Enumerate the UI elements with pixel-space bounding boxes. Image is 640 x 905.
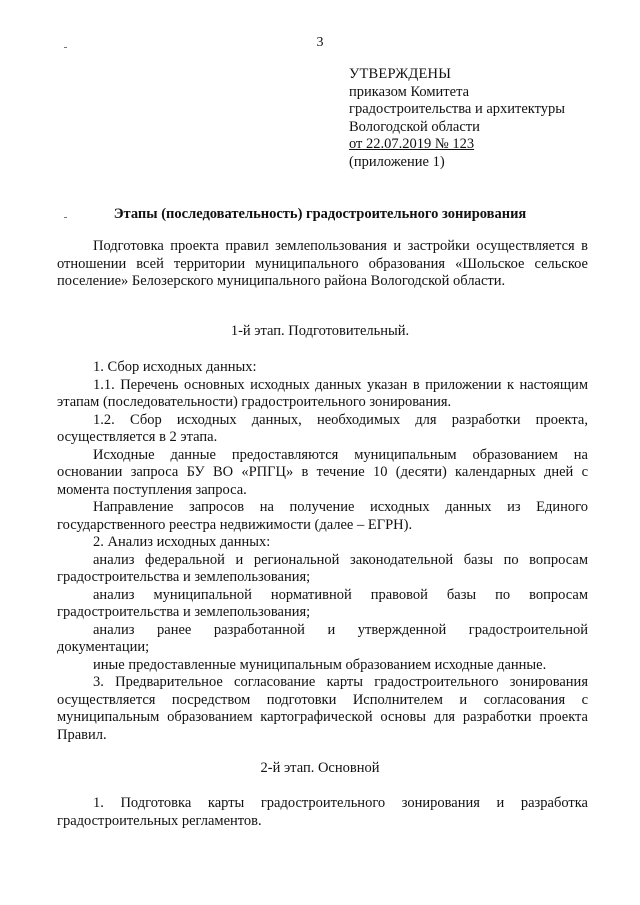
stage2-section xyxy=(57,795,588,830)
stage1-section xyxy=(57,359,588,744)
intro-paragraph: Подготовка проекта правил землепользования и застройки осуществляется в отношении всей территории муниципального образования «Шольское сельское поселение» Белозерского муниципального района Вологодской области. xyxy=(57,238,588,289)
approval-appendix: (приложение 1) xyxy=(349,153,445,170)
approval-line: Вологодской области xyxy=(349,118,480,135)
stage1-paragraph: 1. Сбор исходных данных: xyxy=(93,359,257,375)
intro-section xyxy=(57,238,588,291)
stage1-paragraph: 1.2. Сбор исходных данных, необходимых для разработки проекта, осуществляется в 2 этапа. xyxy=(57,411,588,445)
stage2-paragraph: 1. Подготовка карты градостроительного зонирования и разработка градостроительных регламентов. xyxy=(57,795,588,829)
document-heading: Этапы (последовательность) градостроительного зонирования xyxy=(113,206,527,222)
stage1-title: 1-й этап. Подготовительный. xyxy=(230,323,410,339)
stage1-paragraph: Направление запросов на получение исходных данных из Единого государственного реестра недвижимости (далее – ЕГРН). xyxy=(57,499,588,533)
approval-line: приказом Комитета xyxy=(349,83,470,100)
stage1-paragraph: 1.1. Перечень основных исходных данных указан в приложении к настоящим этапам (последовательности) градостроительного зонирования. xyxy=(57,376,588,410)
stage1-paragraph: анализ муниципальной нормативной правовой базы по вопросам градостроительства и землепользования; xyxy=(57,586,588,620)
stage1-paragraph: 3. Предварительное согласование карты градостроительного зонирования осуществляется посредством подготовки Исполнителем и согласования с муниципальным образованием картографической основы для разработки проекта Правил. xyxy=(57,674,588,743)
stage1-paragraph: 2. Анализ исходных данных: xyxy=(93,534,271,550)
stage1-paragraph: анализ ранее разработанной и утвержденной градостроительной документации; xyxy=(57,621,588,655)
stage1-paragraph: иные предоставленные муниципальным образованием исходные данные. xyxy=(93,656,547,673)
approval-stamp xyxy=(349,66,619,172)
stage1-paragraph: Исходные данные предоставляются муниципальным образованием на основании запроса БУ ВО «РПГЦ» в течение 10 (десяти) календарных дней с момента поступления запроса. xyxy=(57,446,588,498)
scan-mark xyxy=(64,47,67,48)
stage1-paragraph: анализ федеральной и региональной законодательной базы по вопросам градостроительства и землепользования; xyxy=(57,551,588,585)
approval-title: УТВЕРЖДЕНЫ xyxy=(349,66,452,82)
stage2-title: 2-й этап. Основной xyxy=(260,760,380,776)
approval-line: градостроительства и архитектуры xyxy=(349,101,566,118)
approval-order-date: от 22.07.2019 № 123 xyxy=(349,136,475,153)
page-number: 3 xyxy=(316,35,324,50)
